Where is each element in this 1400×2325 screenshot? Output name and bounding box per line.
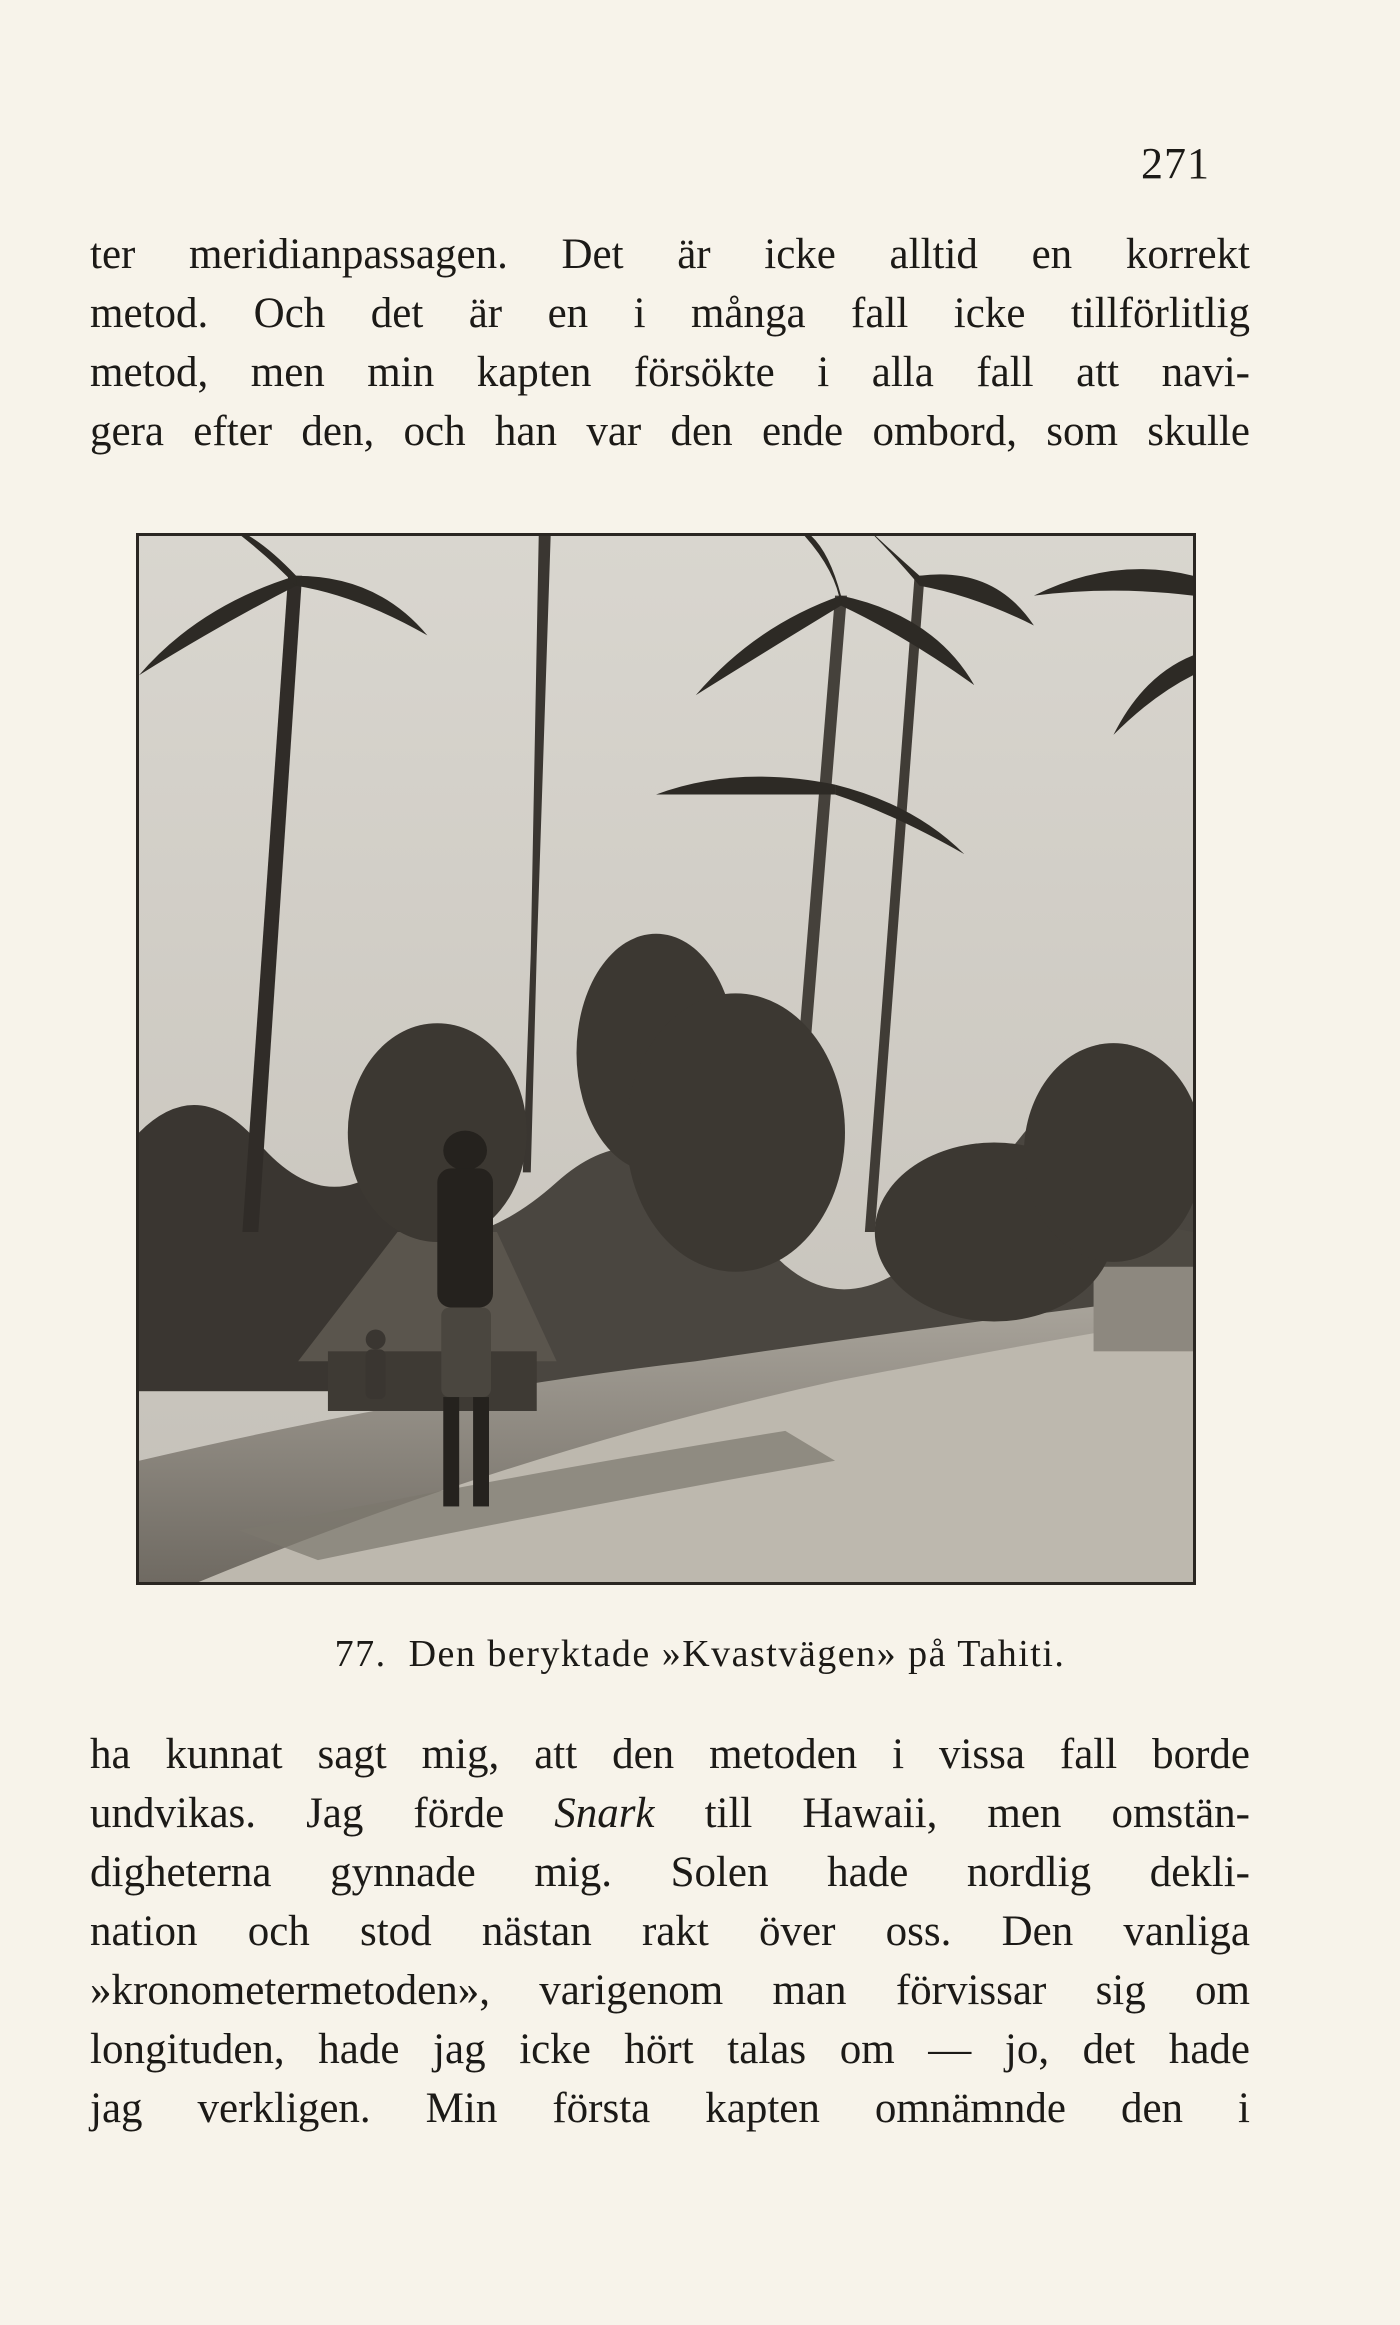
- text-line: gera efter den, och han var den ende ombord, som skulle: [90, 408, 1250, 455]
- text-line: jag verkligen. Min första kapten omnämnde den i: [90, 2085, 1250, 2132]
- text-line: nation och stod nästan rakt över oss. Den vanliga: [90, 1908, 1250, 1955]
- figure-caption-text: Den beryktade »Kvastvägen» på Tahiti.: [408, 1633, 1066, 1675]
- text-line: ha kunnat sagt mig, att den metoden i vissa fall borde: [90, 1731, 1250, 1778]
- photograph-tahiti-road: [136, 533, 1196, 1585]
- page-number: 271: [1141, 139, 1210, 188]
- text-line: metod, men min kapten försökte i alla fall att navi-: [90, 349, 1250, 396]
- photo-illustration: [139, 536, 1193, 1582]
- text-line: metod. Och det är en i många fall icke tillförlitlig: [90, 290, 1250, 337]
- text-line: [90, 1784, 1250, 1843]
- text-segment: undvikas. Jag förde: [90, 1790, 505, 1837]
- body-text-top: [90, 225, 1250, 461]
- text-line: longituden, hade jag icke hört talas om — jo, det hade: [90, 2026, 1250, 2073]
- figure-number: 77.: [334, 1633, 387, 1675]
- italic-ship-name: Snark: [554, 1790, 655, 1837]
- text-segment: till Hawaii, men omstän-: [704, 1790, 1250, 1837]
- text-line: »kronometermetoden», varigenom man förvissar sig om: [90, 1967, 1250, 2014]
- figure-caption: [0, 1632, 1400, 1676]
- body-text-bottom: [90, 1725, 1250, 2138]
- text-line: ter meridianpassagen. Det är icke alltid en korrekt: [90, 231, 1250, 278]
- text-line: digheterna gynnade mig. Solen hade nordlig dekli-: [90, 1849, 1250, 1896]
